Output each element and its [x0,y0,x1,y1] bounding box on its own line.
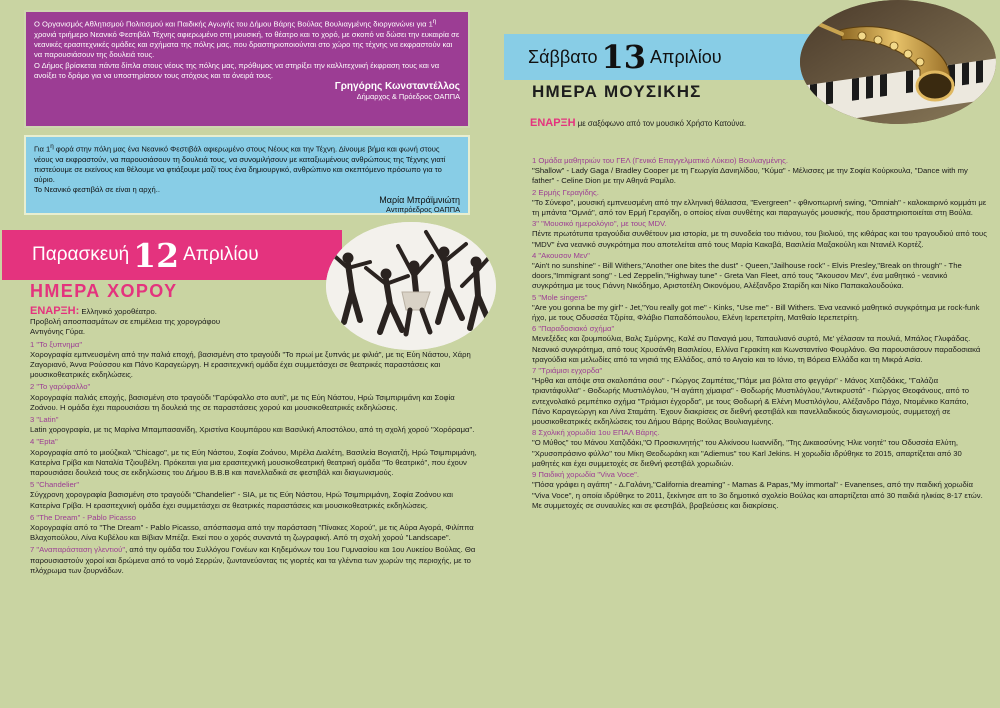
saturday-day: Σάββατο [528,46,598,67]
friday-item-text: Χορογραφία εμπνευσμένη από την παλιά εποχή, βασισμένη στο τραγούδι "Το πρωί με ξυπνάς με φιλιά", με τις Εύη Νάστου, Χάρη Ζαγοριανό, Άννα Ρούσσου και Πάνο Καραγεώργη. Η ερασιτεχνική ομάδα έχει συμμετάσχει σε θεατρικές παραστάσεις και μουσικοθεατρικές εκδηλώσεις. [30,349,471,380]
friday-item [30,340,480,381]
friday-item [30,513,480,544]
friday-program [30,306,480,576]
saturday-item-text: "Are you gonna be my girl" - Jet,"You really got me" - Kinks, "Use me" - Bill Withers. Ένα νεανικό μαθητικό συγκρότημα με rock-funk ήχο, με τους Οδυσσέα Τζιρίτα, Φλάβιο Παπαδόπουλου, Ελένη Ιερεπετρίτη, Ματθαίο Ιερεπετρίτη. [532,302,980,323]
friday-opening-text: Ελληνικό χοροθέατρο. [81,307,157,316]
saturday-item-title: 7 "Τριάμισι εγχορδα" [532,366,603,376]
friday-opening [30,306,480,317]
friday-subtitle: ΗΜΕΡΑ ΧΟΡΟΥ [30,281,178,301]
saturday-item-text: "Το Σύνεφο", μουσική εμπνευσμένη από την ελληνική θάλασσα, "Evergreen" - φθινοπωρινή swing, "Omniah" - καλοκαιρινό κομμάτι με τη μπάντα "Ομνιά", από τον Ερμή Γεραγίδη, ο οποίος είναι συνθέτης και παραγωγός μουσικής, που δραστηριοποιείται στη Βούλα. [532,197,987,218]
mayor-name: Γρηγόρης Κωνσταντέλλος [334,81,460,93]
saturday-item [532,293,988,324]
friday-item-title: 6 "The Dream" - Pablo Picasso [30,512,136,522]
saturday-item-text: Μενεξέδες και ζουμπούλια, Βαλς Σμύρνης, Καλέ συ Παναγιά μου, Ταπαυλιανό συρτό, Με' γέλασαν τα πουλιά, Μπάλος Γλυφάδας. Νεανικό συγκρότημα, από τους Χρυσάνθη Βασιλείου, Ελλίνα Γερακίτη και Κωνσταντίνο Φουρλάνο. Θα παρουσιάσουν παραδοσιακά τραγούδια και μελωδίες από τα νησιά της Ελλάδος, από το Αιγαίο και το Ιόνιο, τη Βόρεια Ελλάδα και τη Μικρά Ασία. [532,334,981,364]
saturday-item-text: "Ain't no sunshine" - Bill Withers,"Another one bites the dust" - Queen,"Jailhouse rock" - Elvis Presley,"Break on through" - The doors,"Immigrant song" - Led Zeppelin,"Highway tune" - Greta Van Fleet, από τους "Άκουσον Μεν", ένα μαθητικό - νεανικό συγκρότημα με τους Γιάννη Νικόδημο, Αριστοτέλη Οικονόμου, Αλέξανδρο Σταρίδη και Νίκο Παπακαλουδούκα. [532,261,962,291]
friday-day: Παρασκευή [32,244,130,265]
friday-item [30,415,480,435]
saturday-item [532,324,988,365]
friday-month: Απριλίου [183,244,259,265]
vice-name: Μαρία Μπράϊμνιώτη [379,195,460,205]
vice-paragraph-1: Για $1^\eta$ φορά στην πόλη μας ένα Νεανικό Φεστιβάλ αφιερωμένο στους Νέους και την Τέχνη. Δίνουμε βήμα και φωνή στους νέους να εκφραστούν, να παρουσιάσουν τη δουλειά τους, να συνομιλήσουν με καταξιωμένους ανθρώπους της Τέχνης γιατί πιστεύουμε σε εκείνους και θέλουμε να φτιάξουμε μαζί τους ένα δημιουργικό, ανθρώπινο και σκεπτόμενο πρόσωπο για το αύριο. [34,143,446,184]
saturday-item-title: 8 Σχολική χορωδία 1ου ΕΠΑΛ Βάρης. [532,428,660,438]
saturday-item [532,428,988,469]
saturday-item-title: 3" "Μουσικό ημερολόγιο", με τους MDV. [532,219,667,229]
friday-item-title: 7 "Αναπαράσταση γλεντιού" [30,545,126,555]
friday-item-title: 1 "Το ξυπνημα" [30,339,83,349]
saturday-item-text: Πέντε πρωτότυπα τραγούδια συνθέτουν μια ιστορία, με τη συνοδεία του πιάνου, του βιολιού, της κιθάρας και του τραγουδιού από τους "MDV" ένα νεανικό συγκρότημα που αποτελείται από τους Μαρία Κακαβά, Βασιλεία Μαξακούλη και Ντανιέλ Κορτέζ. [532,229,987,249]
friday-date-banner [2,230,342,280]
vice-paragraph-2: Το Νεανικό φεστιβάλ σε είναι η αρχή.. [34,184,160,194]
saturday-item [532,156,988,187]
mayor-signature [34,82,460,102]
saturday-item [532,470,988,511]
vice-role: Αντιπρόεδρος ΟΑΠΠΑ [386,205,460,214]
friday-item-text: Σύγχρονη χορογραφία βασισμένη στο τραγούδι "Chandelier" - SIA, με τις Εύη Νάστου, Ηρώ Τσιμπιριμάνη, Σοφία Ζοάνου και Κατερίνα Γρίβα. Η ερασιτεχνική ομάδα έχει συμμετάσχει σε θεατρικές παραστάσεις και μουσικοθεατρικές εκδηλώσεις. [30,490,453,510]
friday-item-title: 5 "Chandelier" [30,480,80,490]
friday-item-text: Χορογραφία από το μιούζικαλ "Chicago", με τις Εύη Νάστου, Σοφία Ζοάνου, Μιρέλα Διαλέτη, Βασιλεία Βογιατζή, Ηρώ Τσιμπιριμάνη, Κατερίνα Γρίβα και Ναταλία Τζιουβέλη. Πρόκειται για μια ερασιτεχνική μουσικοθεατρική θεατρική ομάδα "Το θεατρικό", που έχουν παρουσιάσει δουλειά τους σε εκδηλώσεις του Δήμου Β.Β.Β και πανελλαδικά σε φεστιβάλ και διαγωνισμούς. [30,447,477,478]
saturday-item-text: "Ηρθα και απόψε στα σκαλοπάτια σου" - Γιώργος Ζαμπέτας,"Πάμε μια βόλτα στο φεγγάρι" - Μάνος Χατζιδάκις, "Γαλάζια τριαντάφυλλα" - Θοδωρής Μυστιλόγλου, "Η αγάπη χίμαιρα" - Θοδωρής Μυστιλόγλου,"Αντικρυστά" - Γιώργος Θεοφάνους, από το εντεχνολαϊκό ρεμπέτικο σχήμα "Τριάμισι έγχορδα", με τους Θοδωρή & Ελένη Μυστιλόγλου, Αλέξανδρο Πάχο, Ντομένικο Καπάτο, Πάνο Καραγεώργη και Λίνα Σταμάτη. Έχουν διακρίσεις σε διεθνή φεστιβάλ και πανελλαδικούς διαγωνισμούς, συμμετοχή σε μουσικοθεατρικές εκδηλώσεις του Δήμου Βάρης Βούλας Βουλιαγμένης. [532,376,969,427]
saturday-item-title: 9 Παιδική χορωδία "Viva Voce". [532,470,640,480]
mayor-paragraph-1: Ο Οργανισμός Αθλητισμού Πολιτισμού και Παιδικής Αγωγής του Δήμου Βάρης Βούλας Βουλιαγμένης διοργανώνει για $1^\eta$ χρονιά τριήμερο Νεανικό Φεστιβάλ Τέχνης αφιερωμένο στη μουσική, το θέατρο και το χορό, με σκοπό να δώσει την ευκαιρία σε νεανικές ερασιτεχνικές ομάδες και σχήματα της πόλης μας, που δραστηριοποιούνται στο χώρο της τέχνης να εκφραστούν και να παρουσιάσουν της δουλειά τους. [34,18,460,59]
saturday-item-text: "Shallow" - Lady Gaga / Bradley Cooper με τη Γεωργία Δανιηλίδου, "Κύμα" - Μέλισσες με την Σοφία Κούρκουλα, "Dance with my father" - Celine Dion με την Αθηνά Ραμίλο. [532,166,968,186]
vice-signature [34,195,460,215]
saturday-number: 13 [601,38,647,76]
saturday-item-text: "Πόσα γράφει η αγάπη" - Δ.Γαλάνη,"California dreaming" - Mamas & Papas,"My immortal" - Evanenses, από την παιδική χορωδία "Viva Voce", η οποία ιδρύθηκε το 2011, ξεκίνησε απ το 3ο δημοτικό σχολείο Βούλας και απαρτίζεται από 30 παιδιά ηλικίας 8-17 ετών. Με συμμετοχές σε συναυλίες και σε φεστιβάλ, βραβεύσεις και διακρίσεις. [532,480,983,510]
friday-item [30,382,480,413]
friday-item [30,437,480,478]
friday-number: 12 [133,235,180,275]
friday-item-text: , από την ομάδα του Συλλόγου Γονέων και Κηδεμόνων του 1ου Γυμνασίου και 1ου Λυκείου Βούλας. Θα παρουσιαστούν χοροί και δρώμενα από το νομό Σερρών, ζωντανεύοντας τις γιορτές και τα γλέντια των χωρών της περιοχής, με το πλόχρωμα των ζουρνάδων. [30,545,476,575]
saxophone-photo [800,0,996,124]
friday-opening-label: ΕΝΑΡΞΗ: [30,305,80,317]
saturday-month: Απριλίου [650,46,722,67]
friday-item-text: Χορογραφία από το "The Dream" - Pablo Picasso, απόσπασμα από την παράσταση "Πίνακες Χορού", με τις Αύρα Αγορά, Φιλίππα Βλαχοπούλου, Λίνα Κυβέλου και Βίβιαν Μπέζα. Εκεί που ο χορός συναντά τη ζωγραφική. Από τη σχολή χορού "Landscape". [30,523,474,543]
vice-message-box [24,135,470,215]
saxophone-illustration [800,0,996,124]
friday-opening-text-3: Αντιγόνης Γύρα. [30,327,86,337]
saturday-opening-label: ΕΝΑΡΞΗ [530,117,576,129]
friday-item-title: 3 "Latin" [30,415,59,425]
friday-item [30,480,480,511]
saturday-item-title: 4 "Ακουσον Μεν" [532,250,590,260]
saturday-item [532,251,988,292]
friday-item-title: 4 "Epta" [30,437,58,447]
saturday-item-title: 1 Ομάδα μαθητριών του ΓΕΛ (Γενικό Επαγγελματικό Λύκειο) Βουλιαγμένης. [532,156,788,165]
mayor-message-box [24,10,470,128]
friday-item-text: Latin χορογραφία, με τις Μαρίνα Μπαμπασανίδη, Χριστίνα Κουμπάρου και Βασιλική Αποστόλου, από τη σχολή χορού "Χορόραμα". [30,425,475,435]
saturday-date-banner [504,34,824,80]
saturday-item-title: 5 "Mole singers" [532,292,588,302]
saturday-subtitle: ΗΜΕΡΑ ΜΟΥΣΙΚΗΣ [532,82,702,101]
saturday-item [532,366,988,427]
saturday-program [532,155,988,511]
saturday-opening [530,118,990,129]
saturday-item [532,188,988,219]
saturday-item-title: 6 "Παραδοσιακό σχήμα" [532,324,615,334]
friday-item [30,545,480,576]
saturday-item-text: "Ο Μύθος" του Μάνου Χατζιδάκι,"Ο Προσκυνητής" του Αλκίνοου Ιωαννίδη, "Της Δικαιοσύνης Ήλιε νοητέ" του Οδυσσέα Ελύτη, "Χρυσοπράσινο φύλλο" του Μίκη Θεοδωράκη και "Adiemus" του Karl Jekins. Η χορωδία ιδρύθηκε το 2015, απαρτίζεται από 30 μαθητές και έχει συμμετοχές σε διεθνή φεστιβάλ χορωδιών. [532,438,962,468]
mayor-paragraph-2: Ο Δήμος βρίσκεται πάντα δίπλα στους νέους της πόλης μας, πρόθυμος να στηρίξει την καλλιτεχνική έκφραση τους και να ανοίξει το δρόμο για να υποστηρίσουν τους στόχους και τα όνειρά τους. [34,60,440,80]
saturday-item-title: 2 Ερμής Γεραγίδης. [532,187,599,197]
saturday-opening-text: με σαξόφωνο από τον μουσικό Χρήστο Κατούνα. [575,119,747,128]
friday-item-title: 2 "Το γαρύφαλλο" [30,382,91,392]
friday-opening-text-2: Προβολή αποσπασμάτων σε επιμέλεια της χορογράφου [30,317,221,327]
friday-item-text: Χορογραφία παλιάς εποχής, βασισμένη στο τραγούδι "Γαρύφαλλο στο αυτί", με τις Εύη Νάστου, Ηρώ Τσιμπιριμάνη και Σοφία Ζοάνου. Η ομάδα έχει παρουσιάσει τη δουλειά της σε παραστάσεις χορού και μουσικοθεατρικές εκδηλώσεις. [30,392,455,412]
saturday-item [532,219,988,250]
mayor-role: Δήμαρχος & Πρόεδρος ΟΑΠΠΑ [356,92,460,102]
